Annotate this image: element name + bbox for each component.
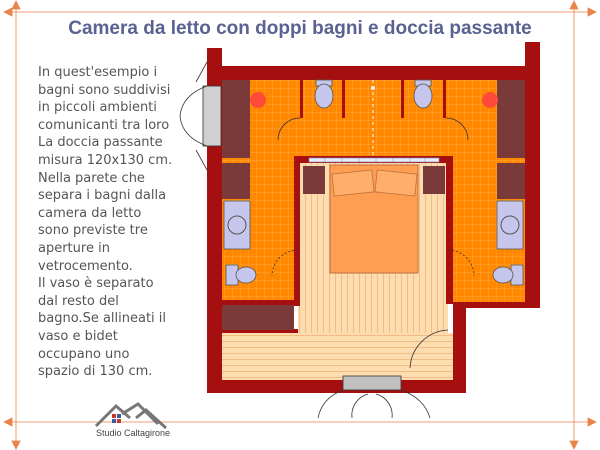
cabinet [222, 163, 250, 199]
dimension-arrow [588, 418, 596, 426]
description-line: misura 120x130 cm. [38, 152, 173, 168]
window [203, 86, 221, 146]
dimension-arrow [588, 8, 596, 16]
entry-door-swing [318, 390, 343, 418]
wall-lower-right [453, 302, 466, 392]
wall-partition-midleft [342, 80, 345, 118]
logo-icon [96, 404, 166, 428]
shower-drain-icon [250, 92, 266, 108]
toilet-bowl [493, 267, 513, 283]
cabinet [497, 80, 525, 158]
corridor-floor [222, 333, 453, 380]
toilet-bowl [236, 267, 256, 283]
description-line: La doccia passante [38, 135, 163, 151]
window-swing [196, 62, 207, 82]
shower-head-icon [371, 86, 375, 90]
logo-text: Studio Caltagirone [96, 428, 171, 438]
dimension-arrow [570, 441, 578, 449]
pillow [332, 170, 374, 196]
wall-bottom [207, 380, 466, 393]
wall-bedroom-right [446, 156, 453, 304]
pillow [375, 170, 417, 196]
wall-right-lower [453, 302, 540, 308]
description-line: in piccoli ambienti [38, 100, 157, 116]
description-line: Nella parete che [38, 170, 145, 186]
window-swing [196, 150, 207, 170]
dimension-arrow [570, 1, 578, 9]
glass-block-wall [309, 158, 439, 162]
entry-door-swing [352, 394, 368, 418]
description-line: Il vaso è separato [38, 276, 154, 292]
description-line: aperture in [38, 240, 110, 256]
wall-left-divider [222, 300, 298, 305]
entry-door-swing [376, 394, 392, 418]
toilet-bowl [315, 84, 333, 108]
cabinet [497, 163, 525, 199]
description-line: vaso e bidet [38, 328, 118, 344]
wall-bedroom-left [294, 156, 300, 306]
wall-partition-right [443, 80, 446, 118]
toilet-bowl [414, 84, 432, 108]
dimension-arrow [4, 8, 12, 16]
nightstand [303, 166, 325, 194]
dimension-arrow [4, 418, 12, 426]
wall-partition-midright [401, 80, 404, 118]
description-line: camera da letto [38, 205, 142, 221]
description-line: spazio di 130 cm. [38, 364, 153, 380]
shower-drain-icon [482, 92, 498, 108]
cabinet [222, 80, 250, 158]
nightstand [423, 166, 445, 194]
description-line: bagno.Se allineati il [38, 311, 167, 327]
description-line: sono previste tre [38, 223, 148, 239]
description-line: dal resto del [38, 293, 119, 309]
description-line: occupano uno [38, 346, 130, 362]
description-line: In quest'esempio i [38, 65, 158, 80]
dimension-arrow [12, 441, 20, 449]
entry-door-frame [343, 376, 401, 390]
wall-partition-left [300, 80, 303, 118]
wall-right-top [525, 42, 540, 304]
entry-door-swing [401, 390, 430, 418]
description-line: separa i bagni dalla [38, 188, 167, 204]
page-title: Camera da letto con doppi bagni e doccia passante [68, 18, 532, 39]
wardrobe [222, 305, 294, 330]
description-line: comunicanti tra loro [38, 117, 170, 133]
wall-top [207, 66, 525, 80]
description-line: vetrocemento. [38, 258, 133, 274]
dimension-arrow [12, 1, 20, 9]
description-line: bagni sono suddivisi [38, 82, 171, 98]
